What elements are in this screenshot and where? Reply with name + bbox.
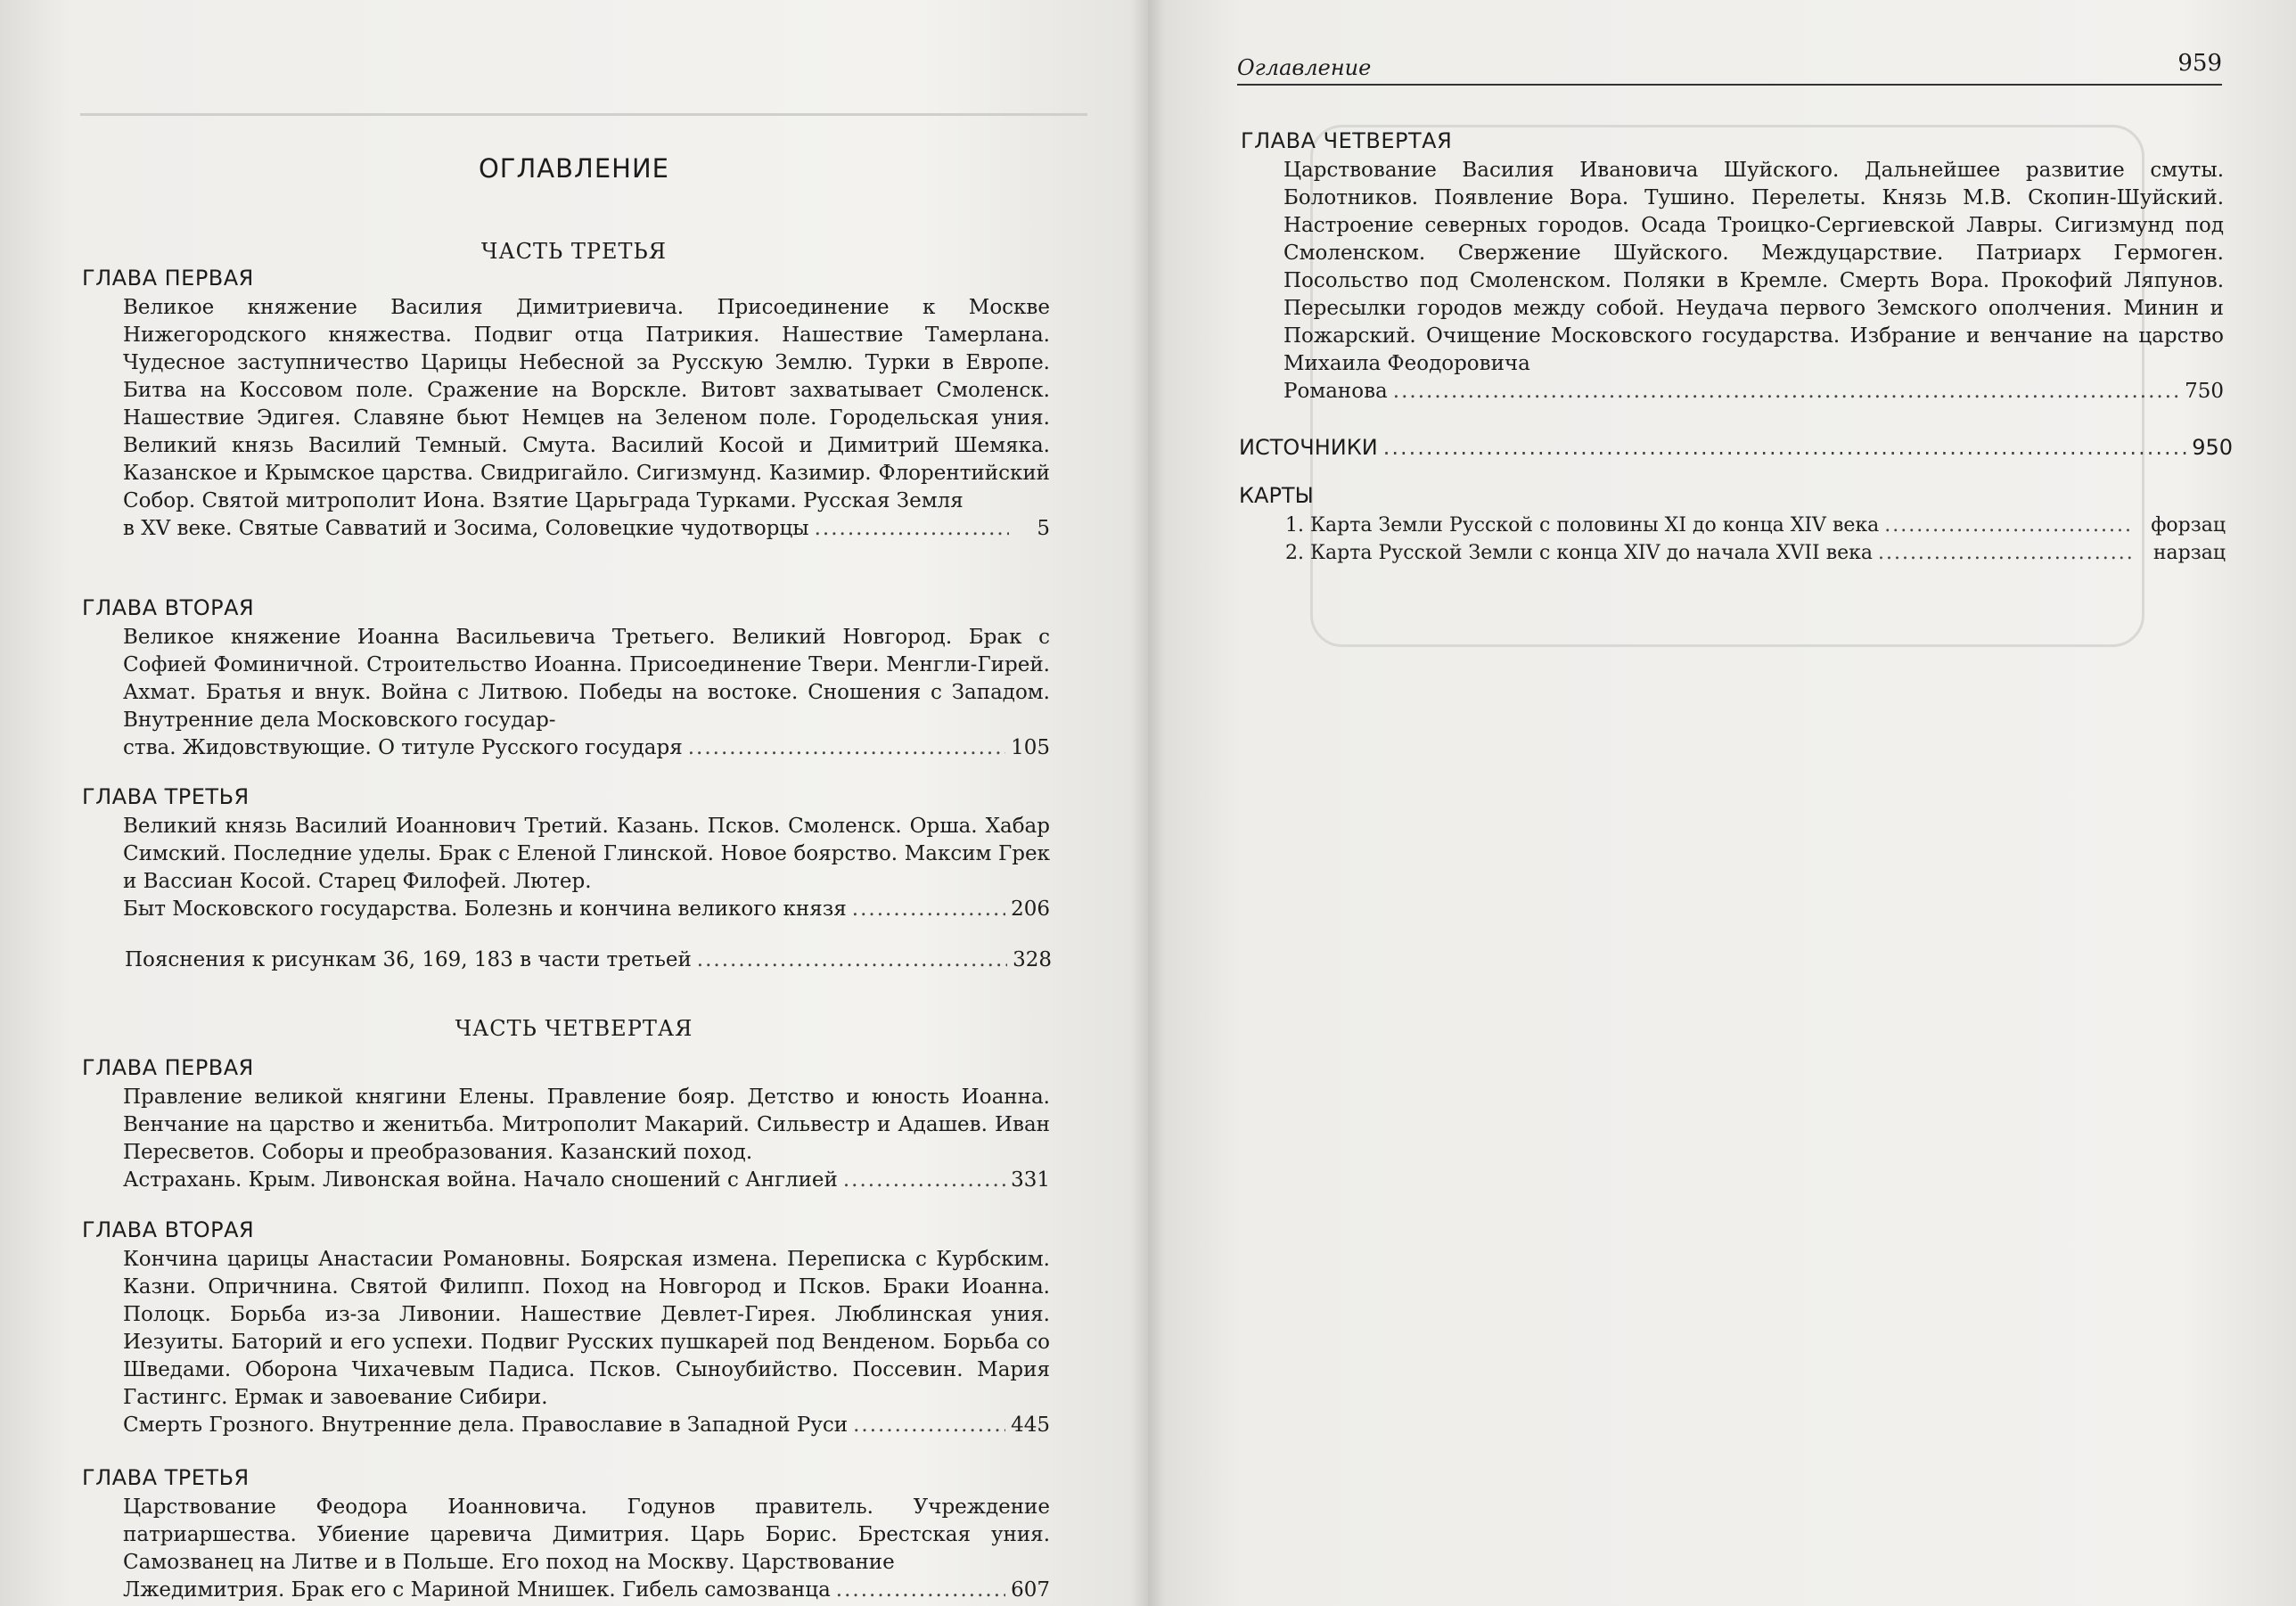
dot-leader	[836, 1577, 1005, 1604]
dot-leader	[1884, 512, 2131, 539]
chapter-last-text: Смерть Грозного. Внутренние дела. Православие в Западной Руси	[123, 1413, 849, 1437]
chapter-summary	[123, 1084, 1050, 1194]
part-four-title: ЧАСТЬ ЧЕТВЕРТАЯ	[455, 1016, 693, 1041]
chapter-heading: ГЛАВА ПЕРВАЯ	[82, 266, 254, 291]
chapter-summary	[123, 813, 1050, 923]
running-head-title: Оглавление	[1237, 55, 1372, 80]
chapter-last-text: Быт Московского государства. Болезнь и кончина великого князя	[123, 897, 847, 921]
toc-entry-p4-ch2[interactable]	[78, 1217, 1059, 1439]
dot-leader	[688, 734, 1005, 762]
chapter-text: Царствование Василия Ивановича Шуйского. Дальнейшее развитие смуты. Болотников. Появление Вора. Тушино. Перелеты. Князь М.В. Скопин-Шуйский. Настроение северных городов. Осада Троицко-Сергиевской Лавры. Сигизмунд под Смоленском. Свержение Шуйского. Междуцарствие. Патриарх Гермоген. Посольство под Смоленском. Поляки в Кремле. Смерть Вора. Прокофий Ляпунов. Пересылки городов между собой. Неудача первого Земского ополчения. Минин и Пожарский. Очищение Московского государства. Избрание и венчание на царство Михаила Феодоровича	[1283, 159, 2224, 375]
page-number: 5	[1037, 517, 1050, 540]
toc-entry-p3-ch3[interactable]	[78, 784, 1059, 923]
map-item-1[interactable]	[1285, 512, 2226, 539]
chapter-last-text: Астрахань. Крым. Ливонская война. Начало сношений с Англией	[123, 1168, 838, 1192]
toc-title: ОГЛАВЛЕНИЕ	[478, 153, 669, 184]
page-number: 328	[1013, 948, 1052, 971]
chapter-last-text: Романова	[1283, 380, 1388, 403]
notes-text: Пояснения к рисункам 36, 169, 183 в части третьей	[125, 948, 692, 971]
chapter-text: Великое княжение Василия Димитриевича. Присоединение к Москве Нижегородского княжества. Подвиг отца Патрикия. Нашествие Тамерлана. Чудесное заступничество Царицы Небесной за Русскую Землю. Турки в Европе. Битва на Коссовом поле. Сражение на Ворскле. Витовт захватывает Смоленск. Нашествие Эдигея. Славяне бьют Немцев на Зеленом поле. Городельская уния. Великий князь Василий Темный. Смута. Василий Косой и Димитрий Шемяка. Казанское и Крымское царства. Свидригайло. Сигизмунд. Казимир. Флорентийский Собор. Святой митрополит Иона. Взятие Царьграда Турками. Русская Земля	[123, 296, 1050, 512]
maps-heading: КАРТЫ	[1239, 483, 1314, 508]
map-item-page: форзац	[2151, 514, 2226, 537]
chapter-text: Великое княжение Иоанна Васильевича Третьего. Великий Новгород. Брак с Софией Фоминичной. Строительство Иоанна. Присоединение Твери. Менгли-Гирей. Ахмат. Братья и внук. Война с Литвою. Победы на востоке. Сношения с Западом. Внутренние дела Московского государ-	[123, 626, 1050, 732]
page-number: 105	[1011, 736, 1050, 759]
sources-label: ИСТОЧНИКИ	[1239, 435, 1378, 460]
dot-leader	[1393, 378, 2179, 406]
page-number: 607	[1011, 1578, 1050, 1602]
part-three-title: ЧАСТЬ ТРЕТЬЯ	[480, 239, 668, 264]
bleed-through-rule	[80, 113, 1087, 116]
chapter-last-line	[123, 1412, 1050, 1439]
chapter-last-line	[123, 734, 1050, 762]
running-head-page-number: 959	[2177, 50, 2222, 77]
toc-entry-p3-ch1[interactable]	[78, 266, 1059, 543]
chapter-last-text: Лжедимитрия. Брак его с Мариной Мнишек. Гибель самозванца	[123, 1578, 831, 1602]
chapter-text: Царствование Феодора Иоанновича. Годунов правитель. Учреждение патриаршества. Убиение царевича Димитрия. Царь Борис. Брестская уния. Самозванец на Литве и в Польше. Его поход на Москву. Царствование	[123, 1495, 1050, 1574]
page-number: 950	[2192, 435, 2233, 460]
page-number: 206	[1011, 897, 1050, 921]
page-number: 750	[2185, 380, 2224, 403]
dot-leader	[1878, 539, 2131, 567]
chapter-last-line	[123, 515, 1050, 543]
toc-entry-p3-ch2[interactable]	[78, 595, 1059, 762]
dot-leader	[815, 515, 1009, 543]
page-number: 445	[1011, 1413, 1050, 1437]
chapter-heading: ГЛАВА ПЕРВАЯ	[82, 1055, 254, 1080]
dot-leader	[1383, 435, 2186, 460]
chapter-summary	[1283, 157, 2224, 406]
dot-leader	[853, 1412, 1005, 1439]
running-head	[1237, 46, 2222, 86]
chapter-summary	[123, 1494, 1050, 1604]
chapter-summary	[123, 1246, 1050, 1439]
dot-leader	[852, 896, 1005, 923]
chapter-last-text: ства. Жидовствующие. О титуле Русского государя	[123, 736, 683, 759]
toc-entry-p4-ch1[interactable]	[78, 1055, 1059, 1194]
chapter-text: Великий князь Василий Иоаннович Третий. Казань. Псков. Смоленск. Орша. Хабар Симский. Последние уделы. Брак с Еленой Глинской. Новое боярство. Максим Грек и Вассиан Косой. Старец Филофей. Лютер.	[123, 815, 1050, 893]
chapter-last-line	[1283, 378, 2224, 406]
toc-entry-sources[interactable]	[1239, 435, 2233, 460]
chapter-summary	[123, 624, 1050, 762]
chapter-heading: ГЛАВА ТРЕТЬЯ	[82, 1465, 250, 1490]
chapter-last-line	[123, 1167, 1050, 1194]
map-item-label: 2. Карта Русской Земли с конца XIV до начала XVII века	[1285, 542, 1873, 564]
page-number: 331	[1011, 1168, 1050, 1192]
maps-list	[1285, 512, 2226, 567]
chapter-last-line	[123, 896, 1050, 923]
map-item-label: 1. Карта Земли Русской с половины XI до конца XIV века	[1285, 514, 1880, 537]
chapter-last-line	[123, 1577, 1050, 1604]
chapter-last-text: в XV веке. Святые Савватий и Зосима, Соловецкие чудотворцы	[123, 517, 809, 540]
chapter-text: Правление великой княгини Елены. Правление бояр. Детство и юность Иоанна. Венчание на царство и женитьба. Митрополит Макарий. Сильвестр и Адашев. Иван Пересветов. Соборы и преобразования. Казанский поход.	[123, 1086, 1050, 1164]
map-item-page: нарзац	[2152, 542, 2226, 564]
dot-leader	[843, 1167, 1005, 1194]
map-item-2[interactable]	[1285, 539, 2226, 567]
chapter-heading: ГЛАВА ТРЕТЬЯ	[82, 784, 250, 809]
chapter-summary	[123, 294, 1050, 543]
toc-entry-p4-ch4[interactable]	[1237, 128, 2235, 406]
toc-entry-p3-notes[interactable]	[125, 948, 1052, 971]
chapter-heading: ГЛАВА ВТОРАЯ	[82, 595, 255, 620]
chapter-heading: ГЛАВА ЧЕТВЕРТАЯ	[1241, 128, 1453, 153]
maps-section	[1239, 483, 2233, 567]
toc-entry-p4-ch3[interactable]	[78, 1465, 1059, 1604]
chapter-text: Кончина царицы Анастасии Романовны. Боярская измена. Переписка с Курбским. Казни. Опричнина. Святой Филипп. Поход на Новгород и Псков. Браки Иоанна. Полоцк. Борьба из-за Ливонии. Нашествие Девлет-Гирея. Люблинская уния. Иезуиты. Баторий и его успехи. Подвиг Русских пушкарей под Венденом. Борьба со Шведами. Оборона Чихачевым Падиса. Псков. Сыноубийство. Поссевин. Мария Гастингс. Ермак и завоевание Сибири.	[123, 1248, 1050, 1409]
dot-leader	[697, 948, 1007, 971]
chapter-heading: ГЛАВА ВТОРАЯ	[82, 1217, 255, 1242]
